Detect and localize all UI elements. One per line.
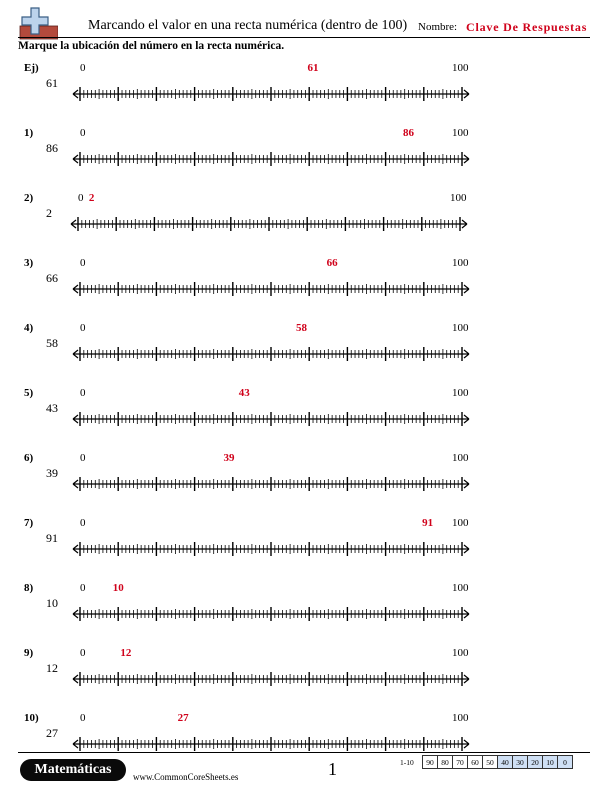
problem-item [0, 582, 612, 632]
number-line [72, 82, 470, 104]
line-min-label: 0 [80, 452, 86, 464]
problem-number: 39 [46, 466, 58, 480]
problem-item [0, 127, 612, 177]
problem-item [0, 257, 612, 307]
line-min-label: 0 [80, 582, 86, 594]
number-line [72, 602, 470, 624]
site-url: www.CommonCoreSheets.es [133, 772, 239, 782]
plus-logo-icon [18, 6, 58, 40]
answer-label: 43 [238, 387, 250, 399]
problem-number: 27 [46, 726, 58, 740]
answer-label: 27 [177, 712, 189, 724]
line-max-label: 100 [450, 192, 467, 204]
problem-number: 12 [46, 661, 58, 675]
line-min-label: 0 [80, 257, 86, 269]
subject-badge: Matemáticas [20, 759, 126, 781]
instructions: Marque la ubicación del número en la recta numérica. [18, 40, 285, 52]
problem-number: 61 [46, 76, 58, 90]
problem-number: 58 [46, 336, 58, 350]
line-min-label: 0 [80, 517, 86, 529]
score-cell: 50 [483, 756, 498, 769]
line-max-label: 100 [452, 582, 469, 594]
problem-label: Ej) [24, 62, 39, 74]
number-line [72, 277, 470, 299]
problem-label: 8) [24, 582, 34, 594]
footer-divider [18, 752, 590, 753]
problem-label: 4) [24, 322, 34, 334]
worksheet-title: Marcando el valor en una recta numérica (dentro de 100) [88, 18, 408, 33]
answer-label: 12 [120, 647, 132, 659]
problem-label: 2) [24, 192, 34, 204]
page-number: 1 [328, 759, 337, 779]
line-min-label: 0 [80, 127, 86, 139]
line-max-label: 100 [452, 257, 469, 269]
problem-item [0, 192, 612, 242]
score-cell: 0 [558, 756, 573, 769]
answer-label: 58 [296, 322, 308, 334]
line-max-label: 100 [452, 452, 469, 464]
number-line [72, 537, 470, 559]
problem-item [0, 517, 612, 567]
line-min-label: 0 [80, 647, 86, 659]
answer-label: 91 [422, 517, 434, 529]
line-min-label: 0 [80, 387, 86, 399]
score-cell: 60 [468, 756, 483, 769]
score-cell: 30 [513, 756, 528, 769]
line-min-label: 0 [80, 712, 86, 724]
problem-label: 9) [24, 647, 34, 659]
line-max-label: 100 [452, 127, 469, 139]
score-cell: 70 [453, 756, 468, 769]
line-max-label: 100 [452, 322, 469, 334]
problem-label: 3) [24, 257, 34, 269]
number-line [72, 472, 470, 494]
problem-item [0, 452, 612, 502]
name-value: Clave De Respuestas [466, 20, 588, 34]
problem-item [0, 322, 612, 372]
name-label: Nombre: [418, 21, 458, 33]
problem-item [0, 387, 612, 437]
line-min-label: 0 [80, 322, 86, 334]
problem-number: 2 [46, 206, 52, 220]
score-range-label: 1-10 [400, 758, 414, 767]
answer-label: 86 [403, 127, 415, 139]
score-cell: 10 [543, 756, 558, 769]
answer-label: 66 [326, 257, 338, 269]
problem-label: 5) [24, 387, 34, 399]
line-min-label: 0 [78, 192, 84, 204]
number-line [70, 212, 468, 234]
answer-label: 2 [88, 192, 95, 204]
number-line [72, 342, 470, 364]
line-max-label: 100 [452, 712, 469, 724]
problem-number: 91 [46, 531, 58, 545]
number-line [72, 147, 470, 169]
number-line [72, 667, 470, 689]
problem-number: 66 [46, 271, 58, 285]
problem-item [0, 647, 612, 697]
score-cell: 40 [498, 756, 513, 769]
problem-label: 10) [24, 712, 39, 724]
score-cell: 20 [528, 756, 543, 769]
problem-number: 86 [46, 141, 58, 155]
number-line [72, 407, 470, 429]
number-line [72, 732, 470, 754]
answer-label: 61 [307, 62, 319, 74]
score-cell: 90 [423, 756, 438, 769]
answer-label: 39 [223, 452, 235, 464]
line-max-label: 100 [452, 647, 469, 659]
problem-item [0, 62, 612, 112]
problem-number: 43 [46, 401, 58, 415]
score-table [422, 755, 573, 769]
header-divider [18, 37, 590, 38]
line-max-label: 100 [452, 62, 469, 74]
line-min-label: 0 [80, 62, 86, 74]
answer-label: 10 [112, 582, 124, 594]
line-max-label: 100 [452, 517, 469, 529]
problem-label: 7) [24, 517, 34, 529]
problem-label: 6) [24, 452, 34, 464]
score-cell: 80 [438, 756, 453, 769]
line-max-label: 100 [452, 387, 469, 399]
problem-label: 1) [24, 127, 34, 139]
problem-number: 10 [46, 596, 58, 610]
